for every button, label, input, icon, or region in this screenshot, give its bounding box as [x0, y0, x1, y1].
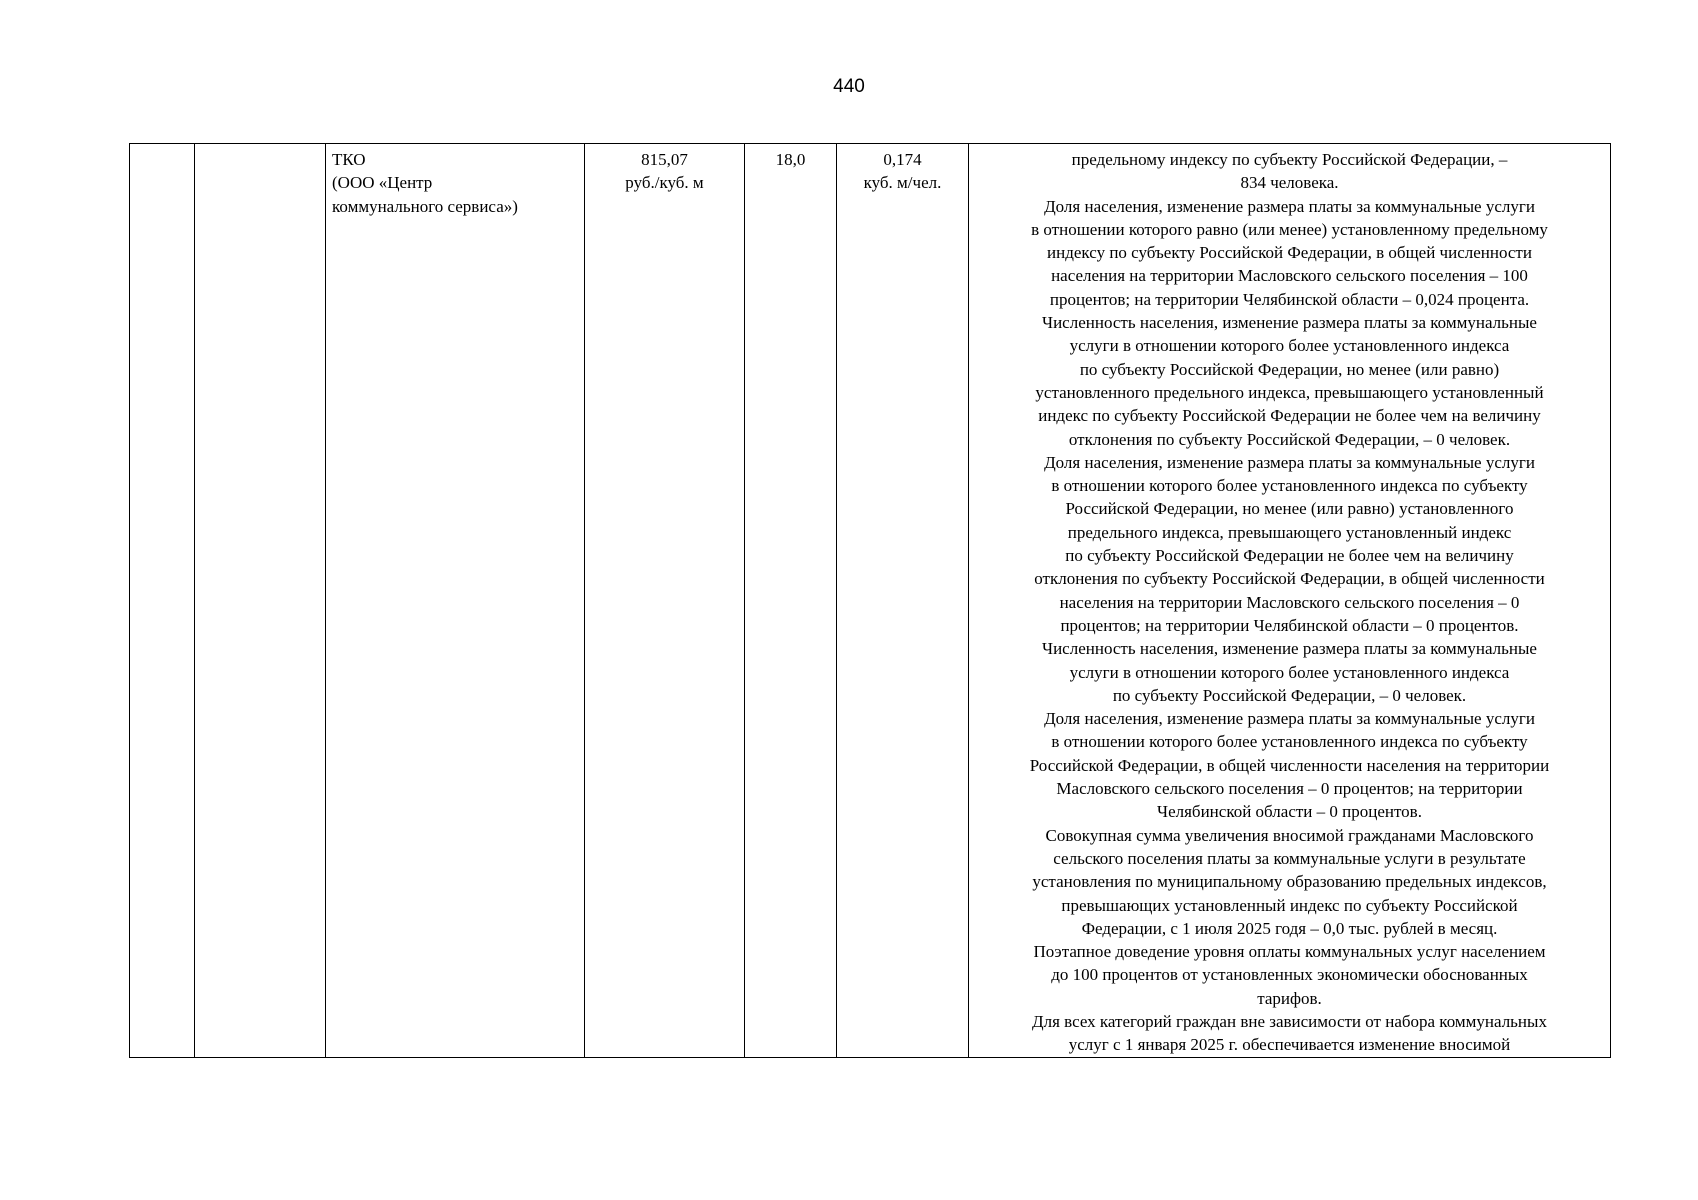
growth-cell — [745, 144, 837, 1058]
description-line: превышающих установленный индекс по субъекту Российской — [1061, 895, 1518, 915]
service-cell — [326, 144, 585, 1058]
description-line: индекс по субъекту Российской Федерации не более чем на величину — [1038, 406, 1541, 426]
description-line: в отношении которого более установленного индекса по субъекту — [1051, 476, 1528, 496]
norm-value: 0,174 — [883, 150, 922, 169]
description-line: установленного предельного индекса, превышающего установленный — [1035, 382, 1544, 402]
description-line: Российской Федерации, в общей численности населения на территории — [1029, 755, 1550, 775]
description-line: в отношении которого равно (или менее) установленному предельному — [1031, 219, 1548, 239]
description-line: Для всех категорий граждан вне зависимости от набора коммунальных — [1032, 1011, 1547, 1031]
description-line: услуги в отношении которого более установленного индекса — [1069, 336, 1510, 356]
tariff-unit: руб./куб. м — [625, 173, 704, 193]
description-line: в отношении которого более установленного индекса по субъекту — [1051, 732, 1528, 752]
service-line: (ООО «Центр — [332, 173, 433, 193]
service-line: коммунального сервиса») — [332, 196, 518, 216]
page-number: 440 — [833, 76, 865, 97]
tariff-value: 815,07 — [641, 150, 688, 169]
description-line: сельского поселения платы за коммунальные услуги в результате — [1053, 848, 1526, 868]
growth-value: 18,0 — [775, 150, 806, 169]
description-line: населения на территории Масловского сельского поселения – 0 — [1059, 592, 1520, 612]
description-line: Масловского сельского поселения – 0 процентов; на территории — [1056, 779, 1523, 799]
description-line: услуг с 1 января 2025 г. обеспечивается изменение вносимой — [1068, 1035, 1511, 1055]
description-line: Поэтапное доведение уровня оплаты коммунальных услуг населением — [1033, 942, 1546, 962]
description-line: Доля населения, изменение размера платы за коммунальные услуги — [1044, 709, 1535, 729]
description-line: предельному индексу по субъекту Российской Федерации, – — [1071, 150, 1508, 169]
tariff-cell — [585, 144, 745, 1058]
description-line: предельного индекса, превышающего установленный индекс — [1067, 522, 1512, 542]
empty-cell-municipality — [195, 144, 326, 1058]
norm-cell — [837, 144, 969, 1058]
description-line: Федерации, с 1 июля 2025 годя – 0,0 тыс. рублей в месяц. — [1081, 918, 1498, 938]
description-line: Доля населения, изменение размера платы за коммунальные услуги — [1044, 452, 1535, 472]
description-line: установления по муниципальному образованию предельных индексов, — [1032, 872, 1547, 892]
description-line: Совокупная сумма увеличения вносимой гражданами Масловского — [1045, 825, 1534, 845]
description-line: по субъекту Российской Федерации, но менее (или равно) — [1079, 359, 1500, 379]
description-line: населения на территории Масловского сельского поселения – 100 — [1051, 266, 1528, 286]
description-line: услуги в отношении которого более установленного индекса — [1069, 662, 1510, 682]
table-row — [130, 144, 1611, 1058]
description-line: тарифов. — [1257, 988, 1322, 1008]
description-line: отклонения по субъекту Российской Федерации, в общей численности — [1034, 569, 1545, 589]
description-line: процентов; на территории Челябинской области – 0 процентов. — [1060, 615, 1519, 635]
description-line: Численность населения, изменение размера платы за коммунальные — [1042, 313, 1537, 333]
description-line: по субъекту Российской Федерации не более чем на величину — [1065, 546, 1514, 566]
description-line: отклонения по субъекту Российской Федерации, – 0 человек. — [1068, 429, 1511, 449]
description-line: Российской Федерации, но менее (или равно) установленного — [1065, 499, 1514, 519]
description-line: процентов; на территории Челябинской области – 0,024 процента. — [1049, 289, 1530, 309]
norm-unit: куб. м/чел. — [863, 173, 942, 193]
tariff-table — [129, 143, 1611, 1058]
description-cell — [969, 144, 1611, 1058]
description-line: Численность населения, изменение размера платы за коммунальные — [1042, 639, 1537, 659]
description-text — [975, 148, 1604, 1057]
description-line: по субъекту Российской Федерации, – 0 человек. — [1112, 685, 1467, 705]
empty-cell-number — [130, 144, 195, 1058]
description-line: до 100 процентов от установленных экономически обоснованных — [1051, 965, 1528, 985]
description-line: 834 человека. — [1240, 173, 1339, 193]
description-line: индексу по субъекту Российской Федерации, в общей численности — [1047, 243, 1532, 263]
description-line: Доля населения, изменение размера платы за коммунальные услуги — [1044, 196, 1535, 216]
service-line: ТКО — [332, 150, 366, 169]
description-line: Челябинской области – 0 процентов. — [1157, 802, 1422, 822]
